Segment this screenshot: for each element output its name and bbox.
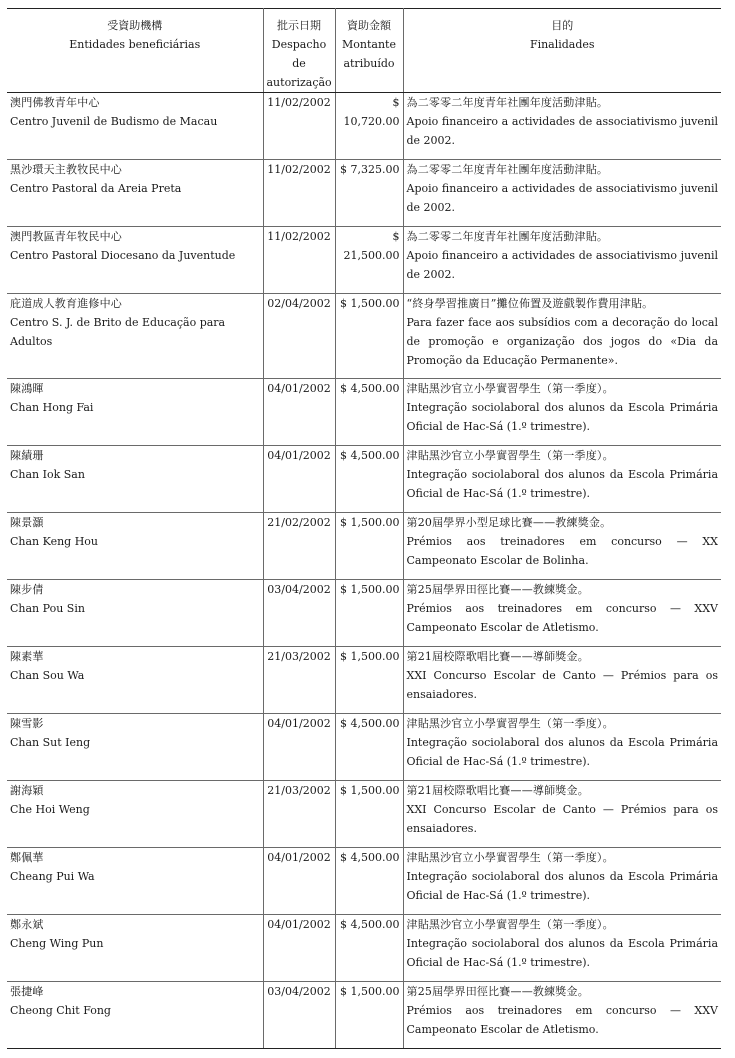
entity-name-zh: 陳績珊 xyxy=(10,449,44,462)
amount-cell: $ 4,500.00 xyxy=(335,379,403,446)
amount-cell: $ 1,500.00 xyxy=(335,982,403,1049)
header-date-zh: 批示日期 xyxy=(277,19,321,32)
table-row xyxy=(7,714,721,781)
purpose-pt: Apoio financeiro a actividades de associativismo juvenil de 2002. xyxy=(406,249,718,281)
table-row xyxy=(7,294,721,379)
entity-cell xyxy=(7,227,263,294)
date-cell: 04/01/2002 xyxy=(263,915,335,982)
purpose-cell xyxy=(403,227,721,294)
entity-name-pt: Cheang Pui Wa xyxy=(10,870,95,883)
table-row xyxy=(7,446,721,513)
header-amount xyxy=(335,9,403,93)
purpose-pt: Para fazer face aos subsídios com a decoração do local de promoção e organização dos jogos do «Dia da Promoção da Educação Permanente». xyxy=(406,316,718,367)
header-purpose-pt: Finalidades xyxy=(529,38,595,51)
entity-name-pt: Chan Keng Hou xyxy=(10,535,98,548)
purpose-zh: “終身學習推廣日”攤位佈置及遊戲製作費用津貼。 xyxy=(406,297,654,310)
purpose-cell xyxy=(403,93,721,160)
purpose-zh: 第25屆學界田徑比賽——教練獎金。 xyxy=(406,583,589,596)
entity-cell xyxy=(7,647,263,714)
date-cell: 04/01/2002 xyxy=(263,714,335,781)
purpose-pt: Integração sociolaboral dos alunos da Escola Primária Oficial de Hac-Sá (1.º trimestre). xyxy=(406,937,718,969)
table-row xyxy=(7,379,721,446)
purpose-zh: 津貼黑沙官立小學實習學生（第一季度）。 xyxy=(406,382,614,395)
entity-cell xyxy=(7,93,263,160)
purpose-zh: 津貼黑沙官立小學實習學生（第一季度）。 xyxy=(406,851,614,864)
entity-name-pt: Chan Iok San xyxy=(10,468,85,481)
entity-cell xyxy=(7,446,263,513)
entity-name-zh: 謝海穎 xyxy=(10,784,44,797)
date-cell: 04/01/2002 xyxy=(263,446,335,513)
entity-name-pt: Centro S. J. de Brito de Educação para Adultos xyxy=(10,316,226,348)
purpose-pt: XXI Concurso Escolar de Canto — Prémios para os ensaiadores. xyxy=(406,669,718,701)
entity-cell xyxy=(7,580,263,647)
purpose-zh: 津貼黑沙官立小學實習學生（第一季度）。 xyxy=(406,717,614,730)
purpose-zh: 為二零零二年度青年社團年度活動津貼。 xyxy=(406,230,609,243)
purpose-cell xyxy=(403,781,721,848)
header-entities-zh: 受資助機構 xyxy=(107,19,163,32)
amount-cell: $ 1,500.00 xyxy=(335,294,403,379)
purpose-cell xyxy=(403,160,721,227)
entity-name-pt: Centro Juvenil de Budismo de Macau xyxy=(10,115,218,128)
date-cell: 02/04/2002 xyxy=(263,294,335,379)
purpose-pt: Integração sociolaboral dos alunos da Escola Primária Oficial de Hac-Sá (1.º trimestre). xyxy=(406,468,718,500)
purpose-pt: Prémios aos treinadores em concurso — XXV Campeonato Escolar de Atletismo. xyxy=(406,602,718,634)
entity-name-pt: Chan Sou Wa xyxy=(10,669,85,682)
entity-name-pt: Centro Pastoral da Areia Preta xyxy=(10,182,182,195)
header-entities-pt: Entidades beneficiárias xyxy=(69,38,201,51)
table-row xyxy=(7,982,721,1049)
entity-name-zh: 張捷峰 xyxy=(10,985,44,998)
table-header-row xyxy=(7,9,721,93)
entity-cell xyxy=(7,160,263,227)
header-purpose xyxy=(403,9,721,93)
purpose-pt: Apoio financeiro a actividades de associativismo juvenil de 2002. xyxy=(406,115,718,147)
purpose-cell xyxy=(403,915,721,982)
table-row xyxy=(7,781,721,848)
amount-cell: $ 1,500.00 xyxy=(335,781,403,848)
entity-name-zh: 庇道成人教育進修中心 xyxy=(10,297,122,310)
amount-cell: $ 10,720.00 xyxy=(335,93,403,160)
purpose-zh: 為二零零二年度青年社團年度活動津貼。 xyxy=(406,96,609,109)
header-purpose-zh: 目的 xyxy=(551,19,574,32)
entity-name-pt: Centro Pastoral Diocesano da Juventude xyxy=(10,249,236,262)
entity-cell xyxy=(7,982,263,1049)
purpose-zh: 為二零零二年度青年社團年度活動津貼。 xyxy=(406,163,609,176)
amount-cell: $ 4,500.00 xyxy=(335,714,403,781)
entity-cell xyxy=(7,294,263,379)
purpose-zh: 第25屆學界田徑比賽——教練獎金。 xyxy=(406,985,589,998)
date-cell: 04/01/2002 xyxy=(263,848,335,915)
purpose-zh: 第21屆校際歌唱比賽——導師獎金。 xyxy=(406,650,589,663)
purpose-pt: Prémios aos treinadores em concurso — XX Campeonato Escolar de Bolinha. xyxy=(406,535,718,567)
date-cell: 21/03/2002 xyxy=(263,781,335,848)
amount-cell: $ 4,500.00 xyxy=(335,446,403,513)
entity-name-pt: Che Hoi Weng xyxy=(10,803,90,816)
purpose-cell xyxy=(403,580,721,647)
entity-name-pt: Chan Sut Ieng xyxy=(10,736,91,749)
entity-name-zh: 鄭佩華 xyxy=(10,851,44,864)
table-body xyxy=(7,93,721,1049)
entity-name-zh: 陳步倩 xyxy=(10,583,44,596)
purpose-cell xyxy=(403,848,721,915)
entity-cell xyxy=(7,781,263,848)
header-amount-pt-2: atribuído xyxy=(343,57,395,70)
entity-name-zh: 陳雪影 xyxy=(10,717,44,730)
entity-cell xyxy=(7,379,263,446)
date-cell: 03/04/2002 xyxy=(263,982,335,1049)
entity-name-pt: Cheong Chit Fong xyxy=(10,1004,111,1017)
header-entities xyxy=(7,9,263,93)
subsidy-table xyxy=(7,8,721,1049)
purpose-cell xyxy=(403,513,721,580)
table-row xyxy=(7,647,721,714)
amount-cell: $ 1,500.00 xyxy=(335,580,403,647)
amount-cell: $ 1,500.00 xyxy=(335,647,403,714)
purpose-zh: 津貼黑沙官立小學實習學生（第一季度）。 xyxy=(406,918,614,931)
purpose-cell xyxy=(403,714,721,781)
header-amount-pt-1: Montante xyxy=(342,38,396,51)
header-date xyxy=(263,9,335,93)
table-row xyxy=(7,513,721,580)
purpose-zh: 第21屆校際歌唱比賽——導師獎金。 xyxy=(406,784,589,797)
table-row xyxy=(7,160,721,227)
entity-cell xyxy=(7,848,263,915)
purpose-zh: 第20屆學界小型足球比賽——教練獎金。 xyxy=(406,516,612,529)
date-cell: 21/03/2002 xyxy=(263,647,335,714)
header-date-pt-2: autorização xyxy=(266,76,332,89)
table-row xyxy=(7,848,721,915)
date-cell: 21/02/2002 xyxy=(263,513,335,580)
entity-name-zh: 鄭永斌 xyxy=(10,918,44,931)
entity-name-zh: 澳門佛教青年中心 xyxy=(10,96,100,109)
table-row xyxy=(7,93,721,160)
entity-name-pt: Chan Pou Sin xyxy=(10,602,85,615)
entity-name-pt: Cheng Wing Pun xyxy=(10,937,104,950)
entity-name-pt: Chan Hong Fai xyxy=(10,401,94,414)
entity-name-zh: 陳鴻暉 xyxy=(10,382,44,395)
entity-cell xyxy=(7,915,263,982)
purpose-cell xyxy=(403,294,721,379)
table-row xyxy=(7,915,721,982)
header-date-pt-1: Despacho de xyxy=(271,38,327,70)
amount-cell: $ 1,500.00 xyxy=(335,513,403,580)
purpose-pt: XXI Concurso Escolar de Canto — Prémios para os ensaiadores. xyxy=(406,803,718,835)
date-cell: 11/02/2002 xyxy=(263,227,335,294)
entity-name-zh: 澳門教區青年牧民中心 xyxy=(10,230,122,243)
table-row xyxy=(7,580,721,647)
purpose-zh: 津貼黑沙官立小學實習學生（第一季度）。 xyxy=(406,449,614,462)
purpose-pt: Apoio financeiro a actividades de associativismo juvenil de 2002. xyxy=(406,182,718,214)
purpose-pt: Integração sociolaboral dos alunos da Escola Primária Oficial de Hac-Sá (1.º trimestre). xyxy=(406,736,718,768)
purpose-pt: Integração sociolaboral dos alunos da Escola Primária Oficial de Hac-Sá (1.º trimestre). xyxy=(406,401,718,433)
date-cell: 11/02/2002 xyxy=(263,93,335,160)
amount-cell: $ 4,500.00 xyxy=(335,848,403,915)
purpose-cell xyxy=(403,379,721,446)
entity-name-zh: 陳景灝 xyxy=(10,516,44,529)
amount-cell: $ 21,500.00 xyxy=(335,227,403,294)
header-amount-zh: 資助金額 xyxy=(347,19,391,32)
purpose-cell xyxy=(403,446,721,513)
entity-cell xyxy=(7,513,263,580)
table-row xyxy=(7,227,721,294)
purpose-pt: Integração sociolaboral dos alunos da Escola Primária Oficial de Hac-Sá (1.º trimestre). xyxy=(406,870,718,902)
date-cell: 03/04/2002 xyxy=(263,580,335,647)
entity-cell xyxy=(7,714,263,781)
amount-cell: $ 7,325.00 xyxy=(335,160,403,227)
entity-name-zh: 陳素華 xyxy=(10,650,44,663)
purpose-pt: Prémios aos treinadores em concurso — XXV Campeonato Escolar de Atletismo. xyxy=(406,1004,718,1036)
purpose-cell xyxy=(403,647,721,714)
date-cell: 04/01/2002 xyxy=(263,379,335,446)
entity-name-zh: 黑沙環天主教牧民中心 xyxy=(10,163,122,176)
purpose-cell xyxy=(403,982,721,1049)
amount-cell: $ 4,500.00 xyxy=(335,915,403,982)
date-cell: 11/02/2002 xyxy=(263,160,335,227)
